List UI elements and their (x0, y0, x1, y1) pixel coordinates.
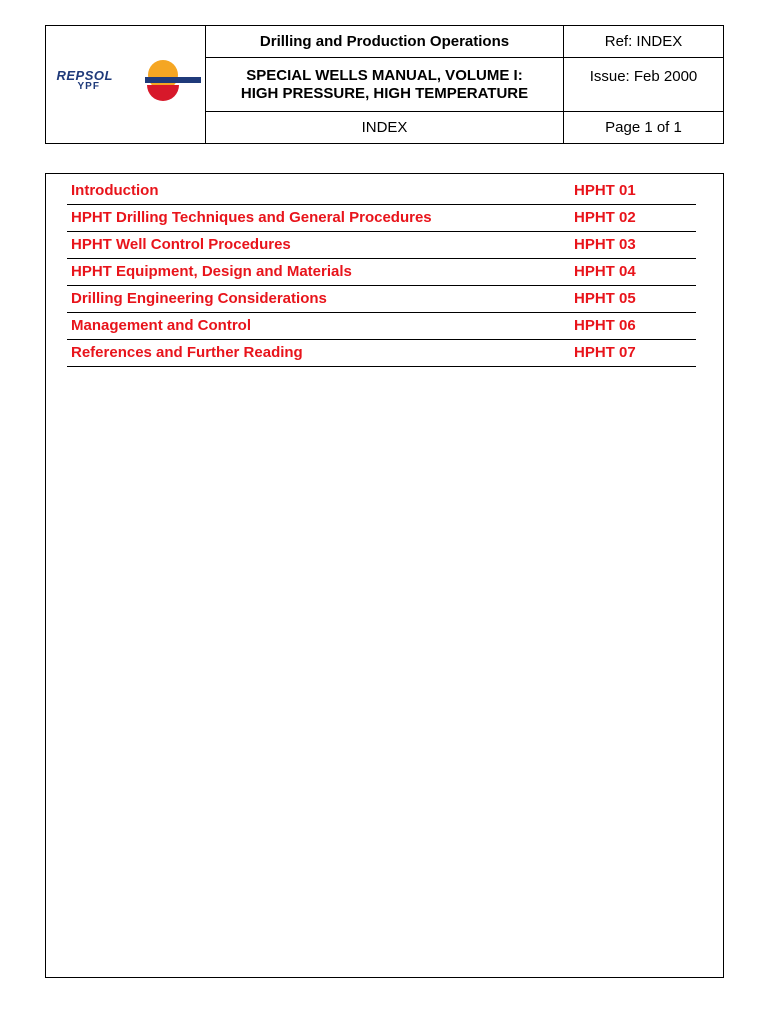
table-of-contents (67, 178, 696, 367)
toc-title-drilling-techniques[interactable]: HPHT Drilling Techniques and General Procedures (71, 209, 432, 226)
toc-title-introduction[interactable]: Introduction (71, 182, 159, 199)
toc-title-equipment-design[interactable]: HPHT Equipment, Design and Materials (71, 263, 352, 280)
toc-title-engineering-considerations[interactable]: Drilling Engineering Considerations (71, 290, 327, 307)
ref-label: Ref: INDEX (564, 26, 724, 58)
toc-row (67, 232, 696, 259)
toc-row (67, 259, 696, 286)
toc-row (67, 286, 696, 313)
repsol-sun-icon (135, 60, 201, 110)
logo-text-ypf: YPF (77, 80, 100, 92)
toc-title-well-control[interactable]: HPHT Well Control Procedures (71, 236, 291, 253)
logo-cell (46, 26, 206, 144)
toc-title-management-control[interactable]: Management and Control (71, 317, 252, 334)
toc-row (67, 178, 696, 205)
manual-title (206, 58, 564, 112)
toc-code-hpht-05[interactable]: HPHT 05 (574, 290, 636, 307)
toc-code-hpht-03[interactable]: HPHT 03 (574, 236, 636, 253)
toc-code-hpht-06[interactable]: HPHT 06 (574, 317, 636, 334)
toc-code-hpht-07[interactable]: HPHT 07 (574, 344, 636, 361)
toc-code-hpht-04[interactable]: HPHT 04 (574, 263, 636, 280)
toc-code-hpht-01[interactable]: HPHT 01 (574, 182, 636, 199)
department-title: Drilling and Production Operations (206, 26, 564, 58)
manual-title-line2: HIGH PRESSURE, HIGH TEMPERATURE (240, 84, 529, 102)
toc-row (67, 205, 696, 232)
repsol-ypf-logo (51, 60, 201, 110)
toc-row (67, 340, 696, 367)
issue-label: Issue: Feb 2000 (564, 58, 724, 112)
toc-row (67, 313, 696, 340)
document-header (45, 25, 724, 144)
toc-code-hpht-02[interactable]: HPHT 02 (574, 209, 636, 226)
section-label: INDEX (206, 112, 564, 144)
index-content-box (45, 173, 724, 978)
logo-text-repsol: REPSOL (56, 67, 113, 83)
page-number: Page 1 of 1 (564, 112, 724, 144)
toc-title-references[interactable]: References and Further Reading (71, 344, 303, 361)
manual-title-line1: SPECIAL WELLS MANUAL, VOLUME I: (246, 66, 523, 84)
